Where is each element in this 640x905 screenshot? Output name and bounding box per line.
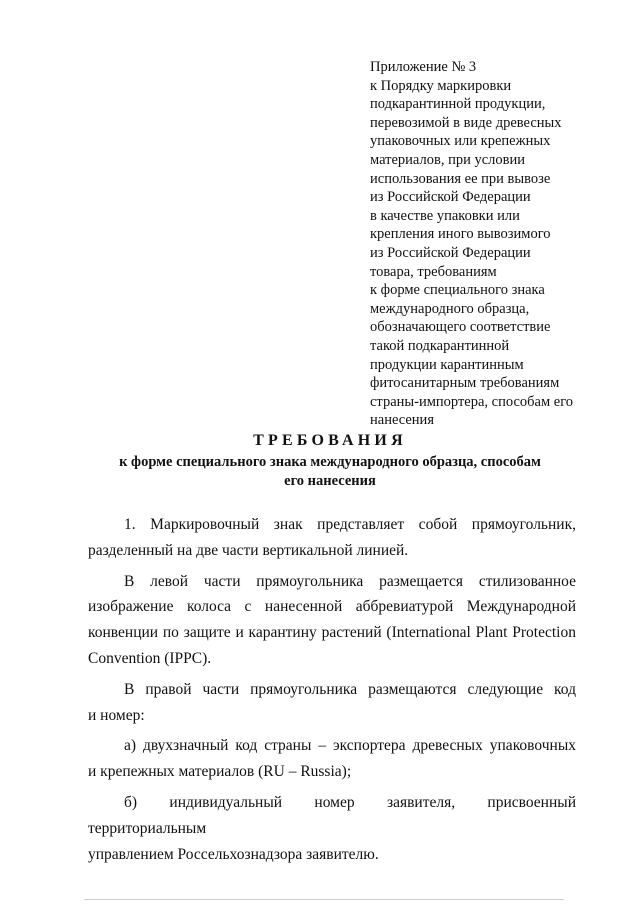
paragraph-line: В правой части прямоугольника размещаются следующие код bbox=[124, 680, 576, 698]
list-item-a bbox=[88, 733, 576, 785]
list-item-b bbox=[88, 790, 576, 867]
paragraph-line: и крепежных материалов (RU – Russia); bbox=[88, 763, 352, 781]
paragraph-line: и номер: bbox=[88, 706, 145, 724]
annex-line: обозначающего соответствие bbox=[370, 319, 551, 336]
paragraph-line: конвенции по защите и карантину растений (International Plant Protection bbox=[88, 624, 576, 642]
annex-line: перевозимой в виде древесных bbox=[370, 114, 562, 131]
annex-header bbox=[370, 58, 632, 430]
annex-line: использования ее при вывозе bbox=[370, 170, 551, 187]
annex-line: в качестве упаковки или bbox=[370, 207, 520, 224]
annex-line: международного образца, bbox=[370, 300, 530, 317]
annex-line: материалов, при условии bbox=[370, 151, 525, 168]
page-bottom-edge bbox=[84, 899, 564, 900]
annex-line: такой подкарантинной bbox=[370, 337, 510, 354]
paragraph-2 bbox=[88, 569, 576, 672]
annex-line: фитосанитарным требованиям bbox=[370, 375, 560, 392]
title-subtitle-line-2: его нанесения bbox=[284, 473, 376, 489]
paragraph-1 bbox=[88, 512, 576, 564]
annex-line: к форме специального знака bbox=[370, 282, 545, 299]
annex-line: нанесения bbox=[370, 412, 434, 429]
annex-line: к Порядку маркировки bbox=[370, 77, 512, 94]
document-body bbox=[88, 512, 576, 872]
annex-line: страны-импортера, способам его bbox=[370, 393, 574, 410]
annex-line: товара, требованиям bbox=[370, 263, 497, 280]
paragraph-line: Convention (IPPC). bbox=[88, 649, 212, 667]
title-subtitle-line-1: к форме специального знака международного образца, способам bbox=[119, 454, 541, 470]
paragraph-3 bbox=[88, 677, 576, 729]
paragraph-line: разделенный на две части вертикальной линией. bbox=[88, 541, 409, 559]
annex-line: крепления иного вывозимого bbox=[370, 226, 551, 243]
annex-line: продукции карантинным bbox=[370, 356, 524, 373]
annex-line: из Российской Федерации bbox=[370, 189, 531, 206]
annex-line: Приложение № 3 bbox=[370, 59, 477, 75]
paragraph-line: В левой части прямоугольника размещается стилизованное bbox=[124, 572, 576, 590]
paragraph-line: б) индивидуальный номер заявителя, присвоенный территориальным bbox=[88, 793, 576, 837]
annex-line: подкарантинной продукции, bbox=[370, 96, 546, 113]
title-main: ТРЕБОВАНИЯ bbox=[253, 432, 407, 449]
document-title bbox=[80, 431, 580, 491]
paragraph-line: 1. Маркировочный знак представляет собой прямоугольник, bbox=[124, 516, 576, 533]
annex-line: из Российской Федерации bbox=[370, 244, 531, 261]
paragraph-line: управлением Россельхознадзора заявителю. bbox=[88, 845, 379, 863]
paragraph-line: а) двухзначный код страны – экспортера древесных упаковочных bbox=[124, 737, 576, 755]
annex-line: упаковочных или крепежных bbox=[370, 133, 551, 150]
paragraph-line: изображение колоса с нанесенной аббревиатурой Международной bbox=[88, 598, 576, 616]
